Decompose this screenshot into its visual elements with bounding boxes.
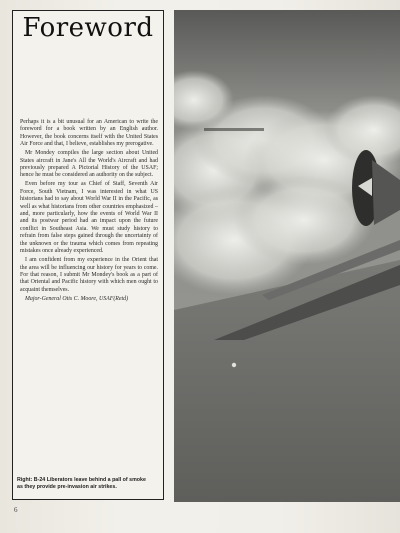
author-signature: Major-General Otis C. Moore, USAF(Retd)	[25, 295, 129, 302]
page-title: Foreword	[22, 13, 154, 43]
foreword-paragraph-1: Perhaps it is a bit unusual for an American to write the foreword for a book written by an English author. However, the book concerns itself with the United States Air Force and that, I believe, establishes my prerogative.	[20, 119, 158, 148]
page-number: 6	[14, 506, 18, 514]
foreword-paragraph-2: Mr Mondey compiles the large section about United States aircraft in Jane's All the World's Aircraft and had previously prepared A Pictorial History of the USAF; hence he must be considered an authority on the subject.	[20, 150, 158, 179]
foreword-paragraph-4: I am confident from my experience in the Orient that the area will be influencing our history for years to come. For that reason, I submit Mr Mondey's book as a part of that Oriental and Pacific history with which men ought to acquaint themselves.	[20, 257, 158, 293]
foreword-body	[20, 119, 158, 305]
foreword-panel	[12, 10, 164, 500]
aerial-photo	[174, 10, 400, 502]
foreword-paragraph-3: Even before my tour as Chief of Staff, Seventh Air Force, South Vietnam, I was interested in what US historians had to say about World War II in the Pacific, as well as what historians from other countries emphasized – and, more particularly, how the events of World War II and its postwar period had an impact upon the future conflict in Southeast Asia. We must study history to refrain from false steps gained through the uncertainty of the unknown or the trauma which comes from repeating mistakes once already experienced.	[20, 181, 158, 255]
photo-caption: Right: B-24 Liberators leave behind a pall of smoke as they provide pre-invasion air strikes.	[17, 477, 146, 490]
bombers-over-smoke-illustration	[174, 10, 400, 502]
